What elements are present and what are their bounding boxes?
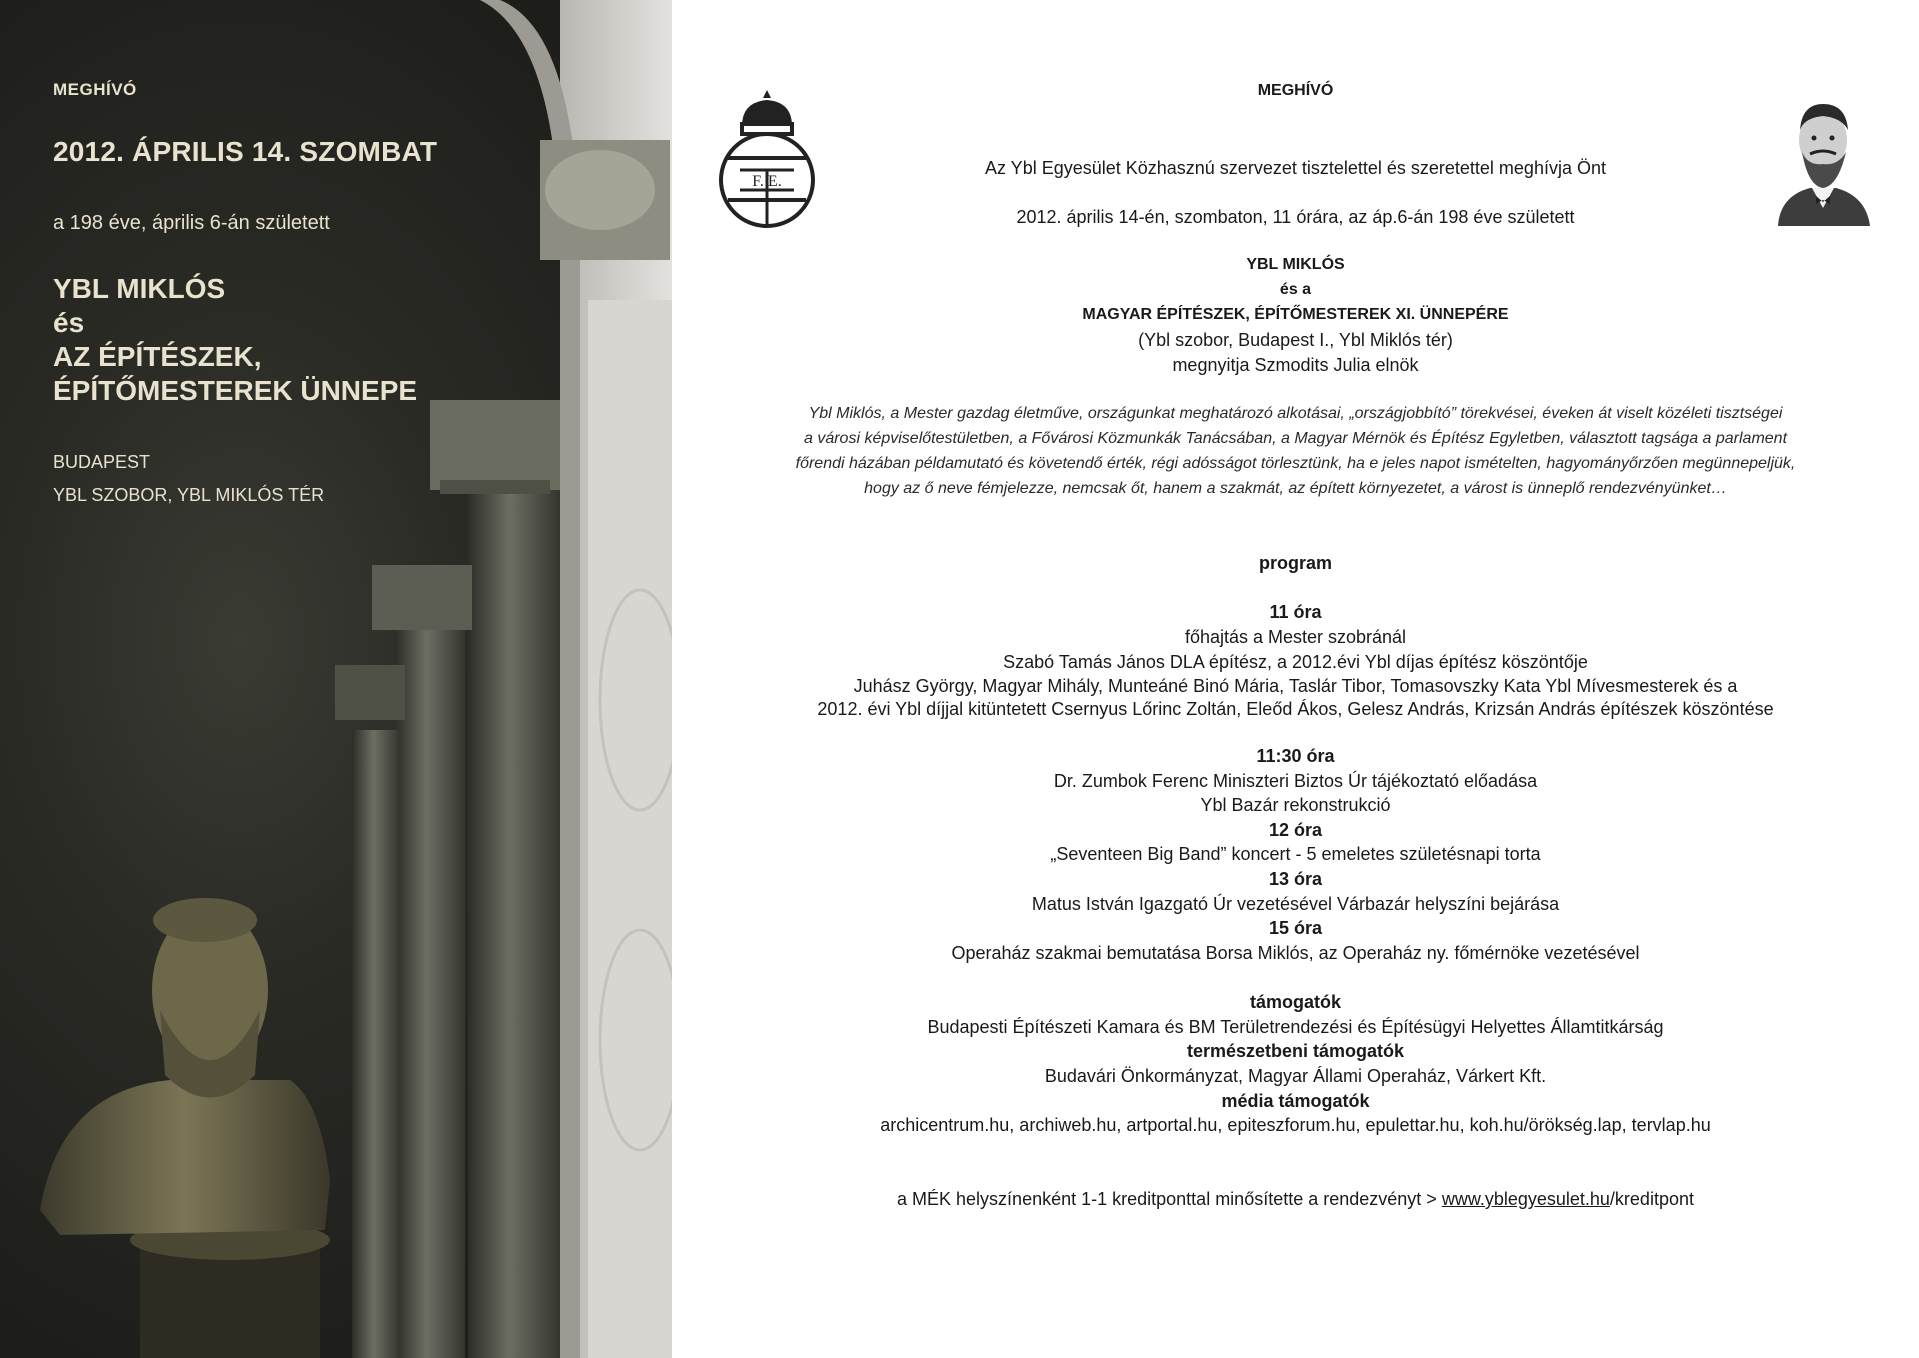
program-item: „Seventeen Big Band” koncert - 5 emeletes születésnapi torta <box>1050 844 1541 864</box>
venue-line: (Ybl szobor, Budapest I., Ybl Miklós tér) <box>1138 330 1453 350</box>
honoree-name: YBL MIKLÓS <box>1246 256 1345 273</box>
cover-born-line: a 198 éve, április 6-án született <box>53 212 330 234</box>
media-sponsors-heading: média támogatók <box>1221 1091 1370 1111</box>
cover-date: 2012. ÁPRILIS 14. SZOMBAT <box>53 136 438 167</box>
cover-panel <box>0 0 672 1358</box>
program-item: Matus István Igazgató Úr vezetésével Várbazár helyszíni bejárása <box>1031 894 1560 914</box>
media-sponsors-list: archicentrum.hu, archiweb.hu, artportal.hu, epiteszforum.hu, epulettar.hu, koh.hu/örökség.lap, tervlap.hu <box>880 1115 1711 1135</box>
inkind-sponsors-heading: természetbeni támogatók <box>1186 1041 1405 1061</box>
cover-city: BUDAPEST <box>53 452 151 472</box>
cover-invitation-label: MEGHÍVÓ <box>53 80 137 99</box>
cover-title-line: és <box>53 307 85 338</box>
cover-title-line: ÉPÍTŐMESTEREK ÜNNEPE <box>53 375 418 406</box>
cover-place: YBL SZOBOR, YBL MIKLÓS TÉR <box>53 485 325 505</box>
program-item: Ybl Bazár rekonstrukció <box>1200 795 1391 815</box>
cover-title-line: AZ ÉPÍTÉSZEK, <box>53 341 262 372</box>
inkind-sponsors-list: Budavári Önkormányzat, Magyar Állami Operaház, Várkert Kft. <box>1044 1066 1547 1086</box>
program-time: 11 óra <box>1269 602 1322 622</box>
architecture-background <box>0 0 672 1358</box>
program-item: Operaház szakmai bemutatása Borsa Miklós, az Operaház ny. főmérnöke vezetésével <box>951 943 1640 963</box>
intro-line-1: Az Ybl Egyesület Közhasznú szervezet tisztelettel és szeretettel meghívja Önt <box>985 158 1606 178</box>
program-item: Dr. Zumbok Ferenc Miniszteri Biztos Úr tájékoztató előadása <box>1053 771 1538 791</box>
intro-line-2: 2012. április 14-én, szombaton, 11 órára, az áp.6-án 198 éve született <box>1016 207 1575 227</box>
invitation-body <box>672 0 1919 1358</box>
intro-paragraph-line: Ybl Miklós, a Mester gazdag életműve, országunkat meghatározó alkotásai, „országjobbító” törekvései, éveken át viselt közéleti tisztségei <box>808 405 1783 422</box>
program-item: 2012. évi Ybl díjjal kitüntetett Csernyus Lőrinc Zoltán, Eleőd Ákos, Gelesz András, Krizsán András építészek köszöntése <box>817 699 1774 719</box>
credit-text: a MÉK helyszínenként 1-1 kreditponttal minősítette a rendezvényt > <box>897 1189 1442 1209</box>
intro-paragraph-line: főrendi házában példamutató és követendő érték, régi adósságot törlesztünk, ha e jeles napot ismételten, hagyományőrzően megünnepeljük, <box>795 455 1796 472</box>
opener-line: megnyitja Szmodits Julia elnök <box>1172 355 1419 375</box>
cover-title-line: YBL MIKLÓS <box>53 273 226 304</box>
bust-image <box>40 898 330 1358</box>
program-item: Juhász György, Magyar Mihály, Munteáné Binó Mária, Taslár Tibor, Tomasovszky Kata Ybl Mívesmesterek és a <box>853 676 1738 696</box>
event-title: MAGYAR ÉPÍTÉSZEK, ÉPÍTŐMESTEREK XI. ÜNNEPÉRE <box>1082 306 1509 323</box>
invitation-heading: MEGHÍVÓ <box>1257 82 1334 99</box>
program-time: 12 óra <box>1268 820 1323 840</box>
program-item: Szabó Tamás János DLA építész, a 2012.évi Ybl díjas építész köszöntője <box>1003 652 1588 672</box>
credit-line <box>672 1189 1919 1210</box>
program-item: főhajtás a Mester szobránál <box>1184 627 1407 647</box>
and-line: és a <box>1279 281 1312 298</box>
cover-title <box>53 272 417 408</box>
credit-suffix: /kreditpont <box>1609 1189 1694 1209</box>
program-time: 11:30 óra <box>1256 746 1335 766</box>
intro-paragraph-line: a városi képviselőtestületben, a Fővárosi Közmunkák Tanácsában, a Magyar Mérnök és Építész Egyletben, választott tagsága a parlament <box>803 430 1788 447</box>
sponsors-list: Budapesti Építészeti Kamara és BM Területrendezési és Építésügyi Helyettes Államtitkárság <box>927 1017 1664 1037</box>
intro-paragraph-line: hogy az ő neve fémjelezze, nemcsak őt, hanem a szakmát, az épített környezetet, a várost is ünneplő rendezvényünket… <box>864 480 1727 497</box>
credit-link[interactable]: www.yblegyesulet.hu <box>1441 1189 1610 1209</box>
program-heading: program <box>1258 553 1332 573</box>
program-time: 13 óra <box>1268 869 1323 889</box>
program-time: 15 óra <box>1268 918 1323 938</box>
logo-initials: F. E. <box>752 173 782 190</box>
sponsors-heading: támogatók <box>1249 992 1341 1012</box>
